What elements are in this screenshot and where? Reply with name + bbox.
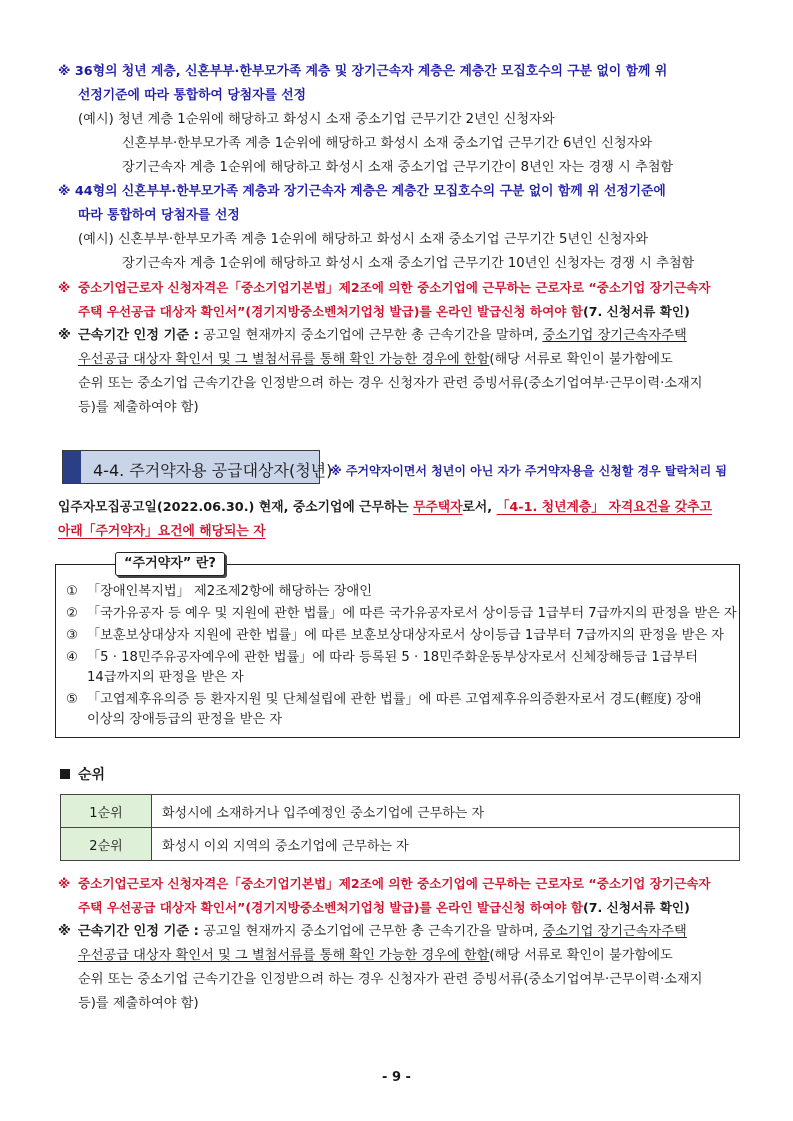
qual-note-ref: (7. 신청서류 확인) [583, 304, 690, 319]
item-number: ③ [66, 628, 78, 643]
definition-item-continued: 이상의 장애등급의 판정을 받은 자 [87, 712, 283, 727]
example-36-line-1: (예시) 청년 계층 1순위에 해당하고 화성시 소재 중소기업 근무기간 2년인 신청자와 [78, 112, 555, 127]
period-note-underlined: 중소기업 장기근속자주택 [542, 328, 687, 343]
table-row [61, 795, 740, 828]
period-note-1-line-4: 등)를 제출하여야 함) [78, 400, 199, 415]
square-bullet-icon [60, 769, 70, 779]
item-number: ② [66, 606, 78, 621]
example-36-line-2: 신혼부부·한부모가족 계층 1순위에 해당하고 화성시 소재 중소기업 근무기간 6년인 신청자와 [122, 136, 653, 151]
item-number: ④ [66, 650, 78, 665]
note-36-line-2: 선정기준에 따라 통합하여 당첨자를 선정 [78, 88, 306, 103]
period-note-underlined: 중소기업 장기근속자주택 [542, 924, 687, 939]
definition-tag: “주거약자” 란? [115, 552, 225, 576]
qual-note-text: 중소기업근로자 신청자격은「중소기업기본법」제2조에 의한 중소기업에 근무하는 근로자로 “중소기업 장기근속자 [78, 876, 711, 891]
note-44-line-2: 따라 통합하여 당첨자를 선정 [78, 208, 240, 223]
period-note-text: 공고일 현재까지 중소기업에 근무한 총 근속기간을 말하며, [198, 924, 543, 939]
period-note-label: 근속기간 인정 기준 : [78, 328, 199, 343]
eligibility-highlight: 「4-1. 청년계층」 자격요건을 갖추고 [496, 500, 712, 515]
item-text: 「보훈보상대상자 지원에 관한 법률」에 따른 보훈보상대상자로서 상이등급 1급부터 7급까지의 판정을 받은 자 [87, 628, 725, 643]
item-number: ① [66, 584, 78, 599]
rank-cell: 2순위 [61, 828, 152, 861]
period-note-1-line-3: 순위 또는 중소기업 근속기간을 인정받으려 하는 경우 신청자가 관련 증빙서류(중소기업여부·근무이력·소재지 [78, 376, 703, 391]
period-note-2-line-3: 순위 또는 중소기업 근속기간을 인정받으려 하는 경우 신청자가 관련 증빙서류(중소기업여부·근무이력·소재지 [78, 972, 703, 987]
qual-note-text: 주택 우선공급 대상자 확인서”(경기지방중소벤처기업청 발급)를 온라인 발급신청 하여야 함 [78, 304, 583, 319]
period-note-2-line-2 [78, 946, 673, 966]
qual-note-2-line-2 [78, 898, 690, 918]
example-44-line-2: 장기근속자 계층 1순위에 해당하고 화성시 소재 중소기업 근무기간 10년인 신청자는 경쟁 시 추첨함 [122, 256, 695, 271]
qual-note-ref: (7. 신청서류 확인) [583, 900, 690, 915]
definition-item [66, 690, 702, 710]
definition-item [66, 626, 724, 646]
item-text: 「국가유공자 등 예우 및 지원에 관한 법률」에 따른 국가유공자로서 상이등급 1급부터 7급까지의 판정을 받은 자 [87, 606, 737, 621]
reference-mark: ※ [58, 876, 71, 891]
eligibility-text: 입주자모집공고일(2022.06.30.) 현재, 중소기업에 근무하는 [58, 500, 414, 515]
table-row [61, 828, 740, 861]
qual-note-2-line-1 [58, 874, 711, 894]
rank-description: 화성시 이외 지역의 중소기업에 근무하는 자 [152, 828, 740, 861]
qual-note-text: 주택 우선공급 대상자 확인서”(경기지방중소벤처기업청 발급)를 온라인 발급신청 하여야 함 [78, 900, 583, 915]
eligibility-line-1 [58, 498, 712, 518]
rank-heading [60, 764, 105, 784]
reference-mark: ※ [58, 280, 71, 295]
example-36-line-3: 장기근속자 계층 1순위에 해당하고 화성시 소재 중소기업 근무기간이 8년인 자는 경쟁 시 추첨함 [122, 160, 674, 175]
period-note-underlined: 우선공급 대상자 확인서 및 그 별첨서류를 통해 확인 가능한 경우에 한함 [78, 948, 490, 963]
period-note-1-line-2 [78, 350, 673, 370]
period-note-1-line-1 [58, 326, 687, 346]
rank-heading-text: 순위 [78, 767, 106, 783]
period-note-2-line-4: 등)를 제출하여야 함) [78, 996, 199, 1011]
rank-cell: 1순위 [61, 795, 152, 828]
qual-note-1-line-2 [78, 302, 690, 322]
definition-item [66, 582, 372, 602]
period-note-text: (해당 서류로 확인이 불가함에도 [489, 948, 673, 963]
period-note-text: 공고일 현재까지 중소기업에 근무한 총 근속기간을 말하며, [198, 328, 543, 343]
eligibility-text: 로서, [462, 500, 497, 515]
section-accent-bar [63, 451, 81, 483]
rank-description: 화성시에 소재하거나 입주예정인 중소기업에 근무하는 자 [152, 795, 740, 828]
page-number: - 9 - [382, 1070, 411, 1085]
item-text: 「고엽제후유의증 등 환자지원 및 단체설립에 관한 법률」에 따른 고엽제후유의증환자로서 경도(輕度) 장애 [87, 692, 702, 707]
item-number: ⑤ [66, 692, 78, 707]
rank-table [60, 794, 740, 861]
note-36-line-1: ※ 36형의 청년 계층, 신혼부부·한부모가족 계층 및 장기근속자 계층은 계층간 모집호수의 구분 없이 함께 위 [58, 64, 668, 79]
period-note-text: (해당 서류로 확인이 불가함에도 [489, 352, 673, 367]
definition-item [66, 648, 698, 668]
period-note-label: 근속기간 인정 기준 : [78, 924, 199, 939]
eligibility-highlight: 무주택자 [413, 500, 463, 515]
item-text: 「5 · 18민주유공자예우에 관한 법률」에 따라 등록된 5 · 18민주화운동부상자로서 신체장해등급 1급부터 [87, 650, 698, 665]
reference-mark: ※ [58, 924, 71, 939]
period-note-underlined: 우선공급 대상자 확인서 및 그 별첨서류를 통해 확인 가능한 경우에 한함 [78, 352, 490, 367]
note-44-line-1: ※ 44형의 신혼부부·한부모가족 계층과 장기근속자 계층은 계층간 모집호수의 구분 없이 함께 위 선정기준에 [58, 184, 666, 199]
item-text: 「장애인복지법」 제2조제2항에 해당하는 장애인 [87, 584, 373, 599]
qual-note-text: 중소기업근로자 신청자격은「중소기업기본법」제2조에 의한 중소기업에 근무하는 근로자로 “중소기업 장기근속자 [78, 280, 711, 295]
definition-item [66, 604, 737, 624]
section-note: ※ 주거약자이면서 청년이 아닌 자가 주거약자용을 신청할 경우 탈락처리 됨 [330, 464, 728, 478]
eligibility-line-2: 아래「주거약자」요건에 해당되는 자 [58, 524, 266, 539]
qual-note-1-line-1 [58, 278, 711, 298]
reference-mark: ※ [58, 328, 71, 343]
period-note-2-line-1 [58, 922, 687, 942]
example-44-line-1: (예시) 신혼부부·한부모가족 계층 1순위에 해당하고 화성시 소재 중소기업 근무기간 5년인 신청자와 [78, 232, 649, 247]
section-header [62, 450, 333, 484]
section-title: 4-4. 주거약자용 공급대상자(청년) [93, 461, 333, 480]
definition-item-continued: 14급까지의 판정을 받은 자 [87, 670, 244, 685]
